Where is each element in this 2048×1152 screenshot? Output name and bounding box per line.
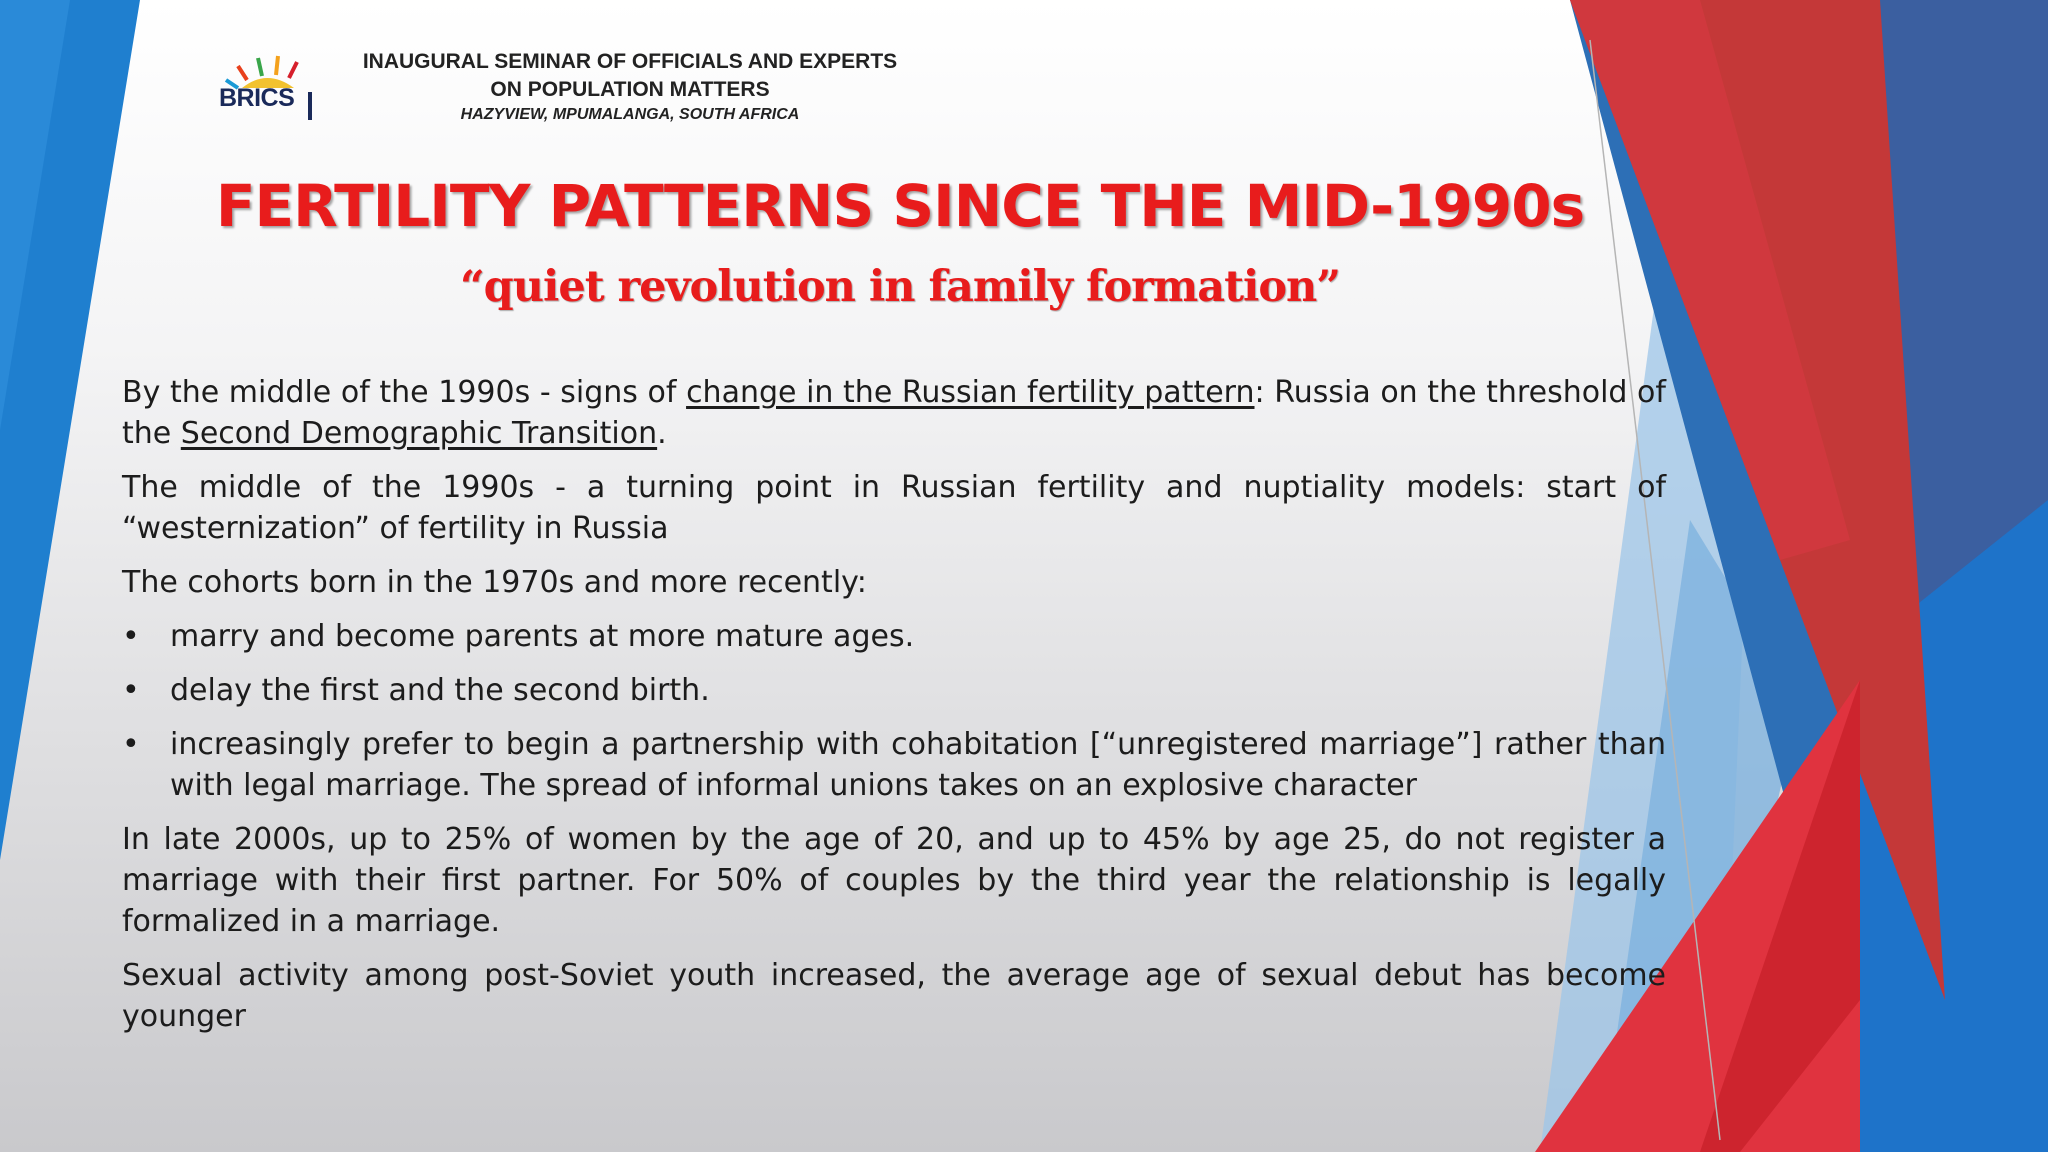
slide-body — [122, 372, 1666, 1050]
bullet-dot: • — [122, 619, 140, 654]
paragraph-2: The middle of the 1990s - a turning point in Russian fertility and nuptiality models: start of “westernization” of fertility in Russia — [122, 470, 1666, 546]
underlined-phrase-demographic-transition: Second Demographic Transition — [180, 416, 658, 451]
slide-subtitle: “quiet revolution in family formation” — [459, 262, 1341, 312]
event-location: HAZYVIEW, MPUMALANGA, SOUTH AFRICA — [460, 106, 800, 123]
underlined-phrase-fertility-pattern: change in the Russian fertility pattern — [686, 375, 1255, 410]
event-title-line2: ON POPULATION MATTERS — [490, 78, 770, 101]
paragraph-5: Sexual activity among post-Soviet youth increased, the average age of sexual debut has become younger — [122, 958, 1666, 1034]
event-title-line1: INAUGURAL SEMINAR OF OFFICIALS AND EXPERTS — [362, 50, 898, 73]
paragraph-4: In late 2000s, up to 25% of women by the age of 20, and up to 45% by age 25, do not register a marriage with their first partner. For 50% of couples by the third year the relationship is legally formalized in a marriage. — [122, 822, 1666, 939]
bullet-item — [122, 616, 1666, 657]
bullet-text: increasingly prefer to begin a partnership with cohabitation [“unregistered marriage”] rather than with legal marriage. The spread of informal unions takes on an explosive character — [170, 727, 1666, 803]
paragraph-3: The cohorts born in the 1970s and more recently: — [122, 565, 867, 600]
paragraph-1-text-c: : Russia on the threshold of the — [122, 375, 1666, 451]
bullet-list — [122, 616, 1666, 806]
event-header — [330, 48, 930, 126]
bullet-text: marry and become parents at more mature ages. — [170, 619, 915, 654]
paragraph-1-text-e: . — [657, 416, 667, 451]
bullet-text: delay the first and the second birth. — [170, 673, 710, 708]
bullet-dot: • — [122, 673, 140, 708]
bullet-dot: • — [122, 727, 140, 762]
slide-title: FERTILITY PATTERNS SINCE THE MID-1990s — [215, 172, 1585, 240]
paragraph-1-text-a: By the middle of the 1990s - signs of — [122, 375, 687, 410]
logo-text: BRICS — [219, 84, 295, 112]
bullet-item — [122, 724, 1666, 806]
bullet-item — [122, 670, 1666, 711]
brics-logo — [212, 38, 332, 128]
paragraph-1 — [122, 372, 1666, 454]
